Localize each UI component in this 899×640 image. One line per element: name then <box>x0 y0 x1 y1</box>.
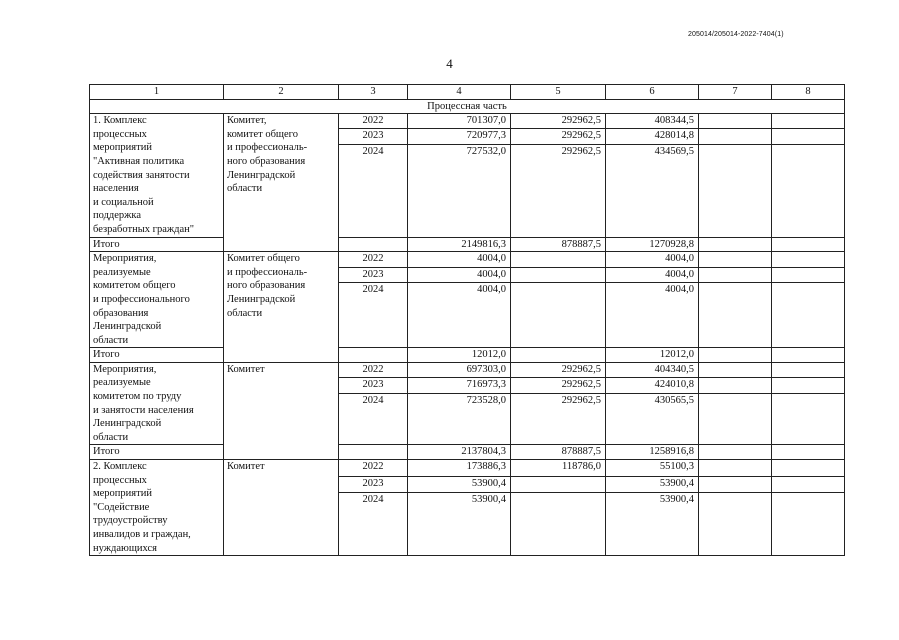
federal-amount-cell: 878887,5 <box>511 445 606 460</box>
empty-cell <box>699 283 772 348</box>
program-name-line: Мероприятия, <box>93 253 157 265</box>
total-amount-cell: 4004,0 <box>408 252 511 268</box>
federal-amount-cell: 292962,5 <box>511 114 606 129</box>
program-name-line: "Активная политика <box>93 155 185 167</box>
total-amount-cell: 723528,0 <box>408 394 511 445</box>
budget-table <box>89 84 845 556</box>
page-number: 4 <box>446 56 453 71</box>
federal-amount-cell: 292962,5 <box>511 394 606 445</box>
program-name-cell <box>90 362 224 445</box>
year-cell: 2023 <box>339 378 408 394</box>
table-row <box>90 252 845 268</box>
regional-amount-cell: 1258916,8 <box>606 445 699 460</box>
total-amount-cell: 4004,0 <box>408 283 511 348</box>
regional-amount-cell: 1270928,8 <box>606 237 699 252</box>
empty-cell <box>699 267 772 283</box>
executor-line: Ленинградской <box>227 293 296 305</box>
total-amount-cell: 2149816,3 <box>408 237 511 252</box>
program-name-line: Ленинградской <box>93 418 162 430</box>
executor-line: области <box>227 183 263 195</box>
column-header: 1 <box>90 85 224 100</box>
column-header: 5 <box>511 85 606 100</box>
program-name-line: Ленинградской <box>93 321 162 333</box>
executor-line: и профессиональ- <box>227 266 308 278</box>
year-cell: 2024 <box>339 493 408 556</box>
program-name-line: нуждающихся <box>93 542 157 554</box>
column-header: 2 <box>224 85 339 100</box>
total-row <box>90 445 845 460</box>
regional-amount-cell: 53900,4 <box>606 493 699 556</box>
total-amount-cell: 173886,3 <box>408 460 511 477</box>
federal-amount-cell: 118786,0 <box>511 460 606 477</box>
program-name-cell <box>90 114 224 237</box>
year-cell: 2023 <box>339 267 408 283</box>
total-amount-cell: 697303,0 <box>408 362 511 378</box>
empty-cell <box>772 129 845 144</box>
document-number: 205014/205014-2022-7404(1) <box>688 31 784 38</box>
empty-cell <box>699 252 772 268</box>
federal-amount-cell <box>511 283 606 348</box>
empty-cell <box>772 267 845 283</box>
year-cell: 2024 <box>339 394 408 445</box>
empty-cell <box>339 348 408 363</box>
empty-cell <box>699 237 772 252</box>
executor-line: Комитет <box>227 363 265 375</box>
empty-cell <box>772 394 845 445</box>
federal-amount-cell: 292962,5 <box>511 378 606 394</box>
executor-cell <box>224 252 339 363</box>
program-name-line: безработных граждан" <box>93 223 195 235</box>
empty-cell <box>772 476 845 493</box>
empty-cell <box>699 144 772 237</box>
executor-line: Ленинградской <box>227 169 296 181</box>
year-cell: 2023 <box>339 476 408 493</box>
empty-cell <box>772 114 845 129</box>
empty-cell <box>772 445 845 460</box>
regional-amount-cell: 404340,5 <box>606 362 699 378</box>
executor-line: ного образования <box>227 155 306 167</box>
program-name-line: мероприятий <box>93 488 152 500</box>
regional-amount-cell: 430565,5 <box>606 394 699 445</box>
program-name-line: трудоустройству <box>93 515 168 527</box>
table-body <box>90 85 845 556</box>
empty-cell <box>699 493 772 556</box>
regional-amount-cell: 55100,3 <box>606 460 699 477</box>
program-name-line: "Содействие <box>93 501 150 513</box>
executor-line: Комитет общего <box>227 253 300 265</box>
executor-cell <box>224 114 339 252</box>
program-name-line: Мероприятия, <box>93 363 157 375</box>
column-header: 7 <box>699 85 772 100</box>
program-name-line: процессных <box>93 128 147 140</box>
federal-amount-cell <box>511 476 606 493</box>
year-cell: 2022 <box>339 252 408 268</box>
regional-amount-cell: 434569,5 <box>606 144 699 237</box>
empty-cell <box>699 362 772 378</box>
program-name-line: реализуемые <box>93 377 151 389</box>
empty-cell <box>339 445 408 460</box>
empty-cell <box>772 493 845 556</box>
table-row <box>90 362 845 378</box>
program-name-line: и профессионального <box>93 293 190 305</box>
total-amount-cell: 53900,4 <box>408 493 511 556</box>
program-name-line: области <box>93 431 129 443</box>
empty-cell <box>699 129 772 144</box>
column-number-row <box>90 85 845 100</box>
year-cell: 2024 <box>339 144 408 237</box>
table-row <box>90 460 845 477</box>
federal-amount-cell <box>511 267 606 283</box>
empty-cell <box>699 460 772 477</box>
regional-amount-cell: 4004,0 <box>606 283 699 348</box>
regional-amount-cell: 4004,0 <box>606 252 699 268</box>
table-row <box>90 114 845 129</box>
empty-cell <box>772 283 845 348</box>
year-cell: 2022 <box>339 362 408 378</box>
program-name-line: мероприятий <box>93 142 152 154</box>
program-name-line: процессных <box>93 474 147 486</box>
column-header: 3 <box>339 85 408 100</box>
executor-line: Комитет <box>227 461 265 473</box>
executor-cell <box>224 362 339 459</box>
empty-cell <box>772 460 845 477</box>
empty-cell <box>772 348 845 363</box>
program-name-cell <box>90 252 224 348</box>
empty-cell <box>699 476 772 493</box>
column-header: 6 <box>606 85 699 100</box>
program-name-line: и занятости населения <box>93 404 194 416</box>
program-name-line: поддержка <box>93 210 142 222</box>
empty-cell <box>772 362 845 378</box>
federal-amount-cell: 292962,5 <box>511 129 606 144</box>
empty-cell <box>699 348 772 363</box>
empty-cell <box>699 114 772 129</box>
total-label: Итого <box>90 237 224 252</box>
year-cell: 2022 <box>339 114 408 129</box>
program-name-line: реализуемые <box>93 266 151 278</box>
program-name-line: 1. Комплекс <box>93 115 147 127</box>
empty-cell <box>339 237 408 252</box>
federal-amount-cell: 292962,5 <box>511 144 606 237</box>
program-name-line: 2. Комплекс <box>93 461 147 473</box>
program-name-line: области <box>93 334 129 346</box>
executor-line: области <box>227 307 263 319</box>
year-cell: 2023 <box>339 129 408 144</box>
empty-cell <box>699 378 772 394</box>
program-name-line: населения <box>93 183 139 195</box>
program-name-line: инвалидов и граждан, <box>93 529 191 540</box>
executor-cell <box>224 460 339 556</box>
federal-amount-cell: 292962,5 <box>511 362 606 378</box>
total-amount-cell: 701307,0 <box>408 114 511 129</box>
regional-amount-cell: 12012,0 <box>606 348 699 363</box>
total-label: Итого <box>90 445 224 460</box>
executor-line: ного образования <box>227 280 306 292</box>
executor-line: и профессиональ- <box>227 142 308 154</box>
program-name-cell <box>90 460 224 556</box>
empty-cell <box>699 394 772 445</box>
federal-amount-cell <box>511 252 606 268</box>
empty-cell <box>772 144 845 237</box>
regional-amount-cell: 428014,8 <box>606 129 699 144</box>
federal-amount-cell <box>511 493 606 556</box>
total-row <box>90 237 845 252</box>
total-label: Итого <box>90 348 224 363</box>
regional-amount-cell: 408344,5 <box>606 114 699 129</box>
column-header: 4 <box>408 85 511 100</box>
program-name-line: комитетом общего <box>93 280 176 292</box>
total-amount-cell: 12012,0 <box>408 348 511 363</box>
total-amount-cell: 720977,3 <box>408 129 511 144</box>
total-amount-cell: 2137804,3 <box>408 445 511 460</box>
empty-cell <box>772 378 845 394</box>
executor-line: Комитет, <box>227 115 267 127</box>
federal-amount-cell: 878887,5 <box>511 237 606 252</box>
regional-amount-cell: 424010,8 <box>606 378 699 394</box>
column-header: 8 <box>772 85 845 100</box>
section-row <box>90 99 845 114</box>
regional-amount-cell: 53900,4 <box>606 476 699 493</box>
program-name-line: содействия занятости <box>93 169 190 181</box>
federal-amount-cell <box>511 348 606 363</box>
section-title: Процессная часть <box>90 99 845 114</box>
total-amount-cell: 716973,3 <box>408 378 511 394</box>
program-name-line: комитетом по труду <box>93 391 182 403</box>
empty-cell <box>699 445 772 460</box>
executor-line: комитет общего <box>227 128 298 140</box>
program-name-line: и социальной <box>93 196 154 208</box>
total-amount-cell: 727532,0 <box>408 144 511 237</box>
year-cell: 2022 <box>339 460 408 477</box>
year-cell: 2024 <box>339 283 408 348</box>
regional-amount-cell: 4004,0 <box>606 267 699 283</box>
empty-cell <box>772 252 845 268</box>
empty-cell <box>772 237 845 252</box>
total-row <box>90 348 845 363</box>
total-amount-cell: 4004,0 <box>408 267 511 283</box>
total-amount-cell: 53900,4 <box>408 476 511 493</box>
program-name-line: образования <box>93 307 149 319</box>
